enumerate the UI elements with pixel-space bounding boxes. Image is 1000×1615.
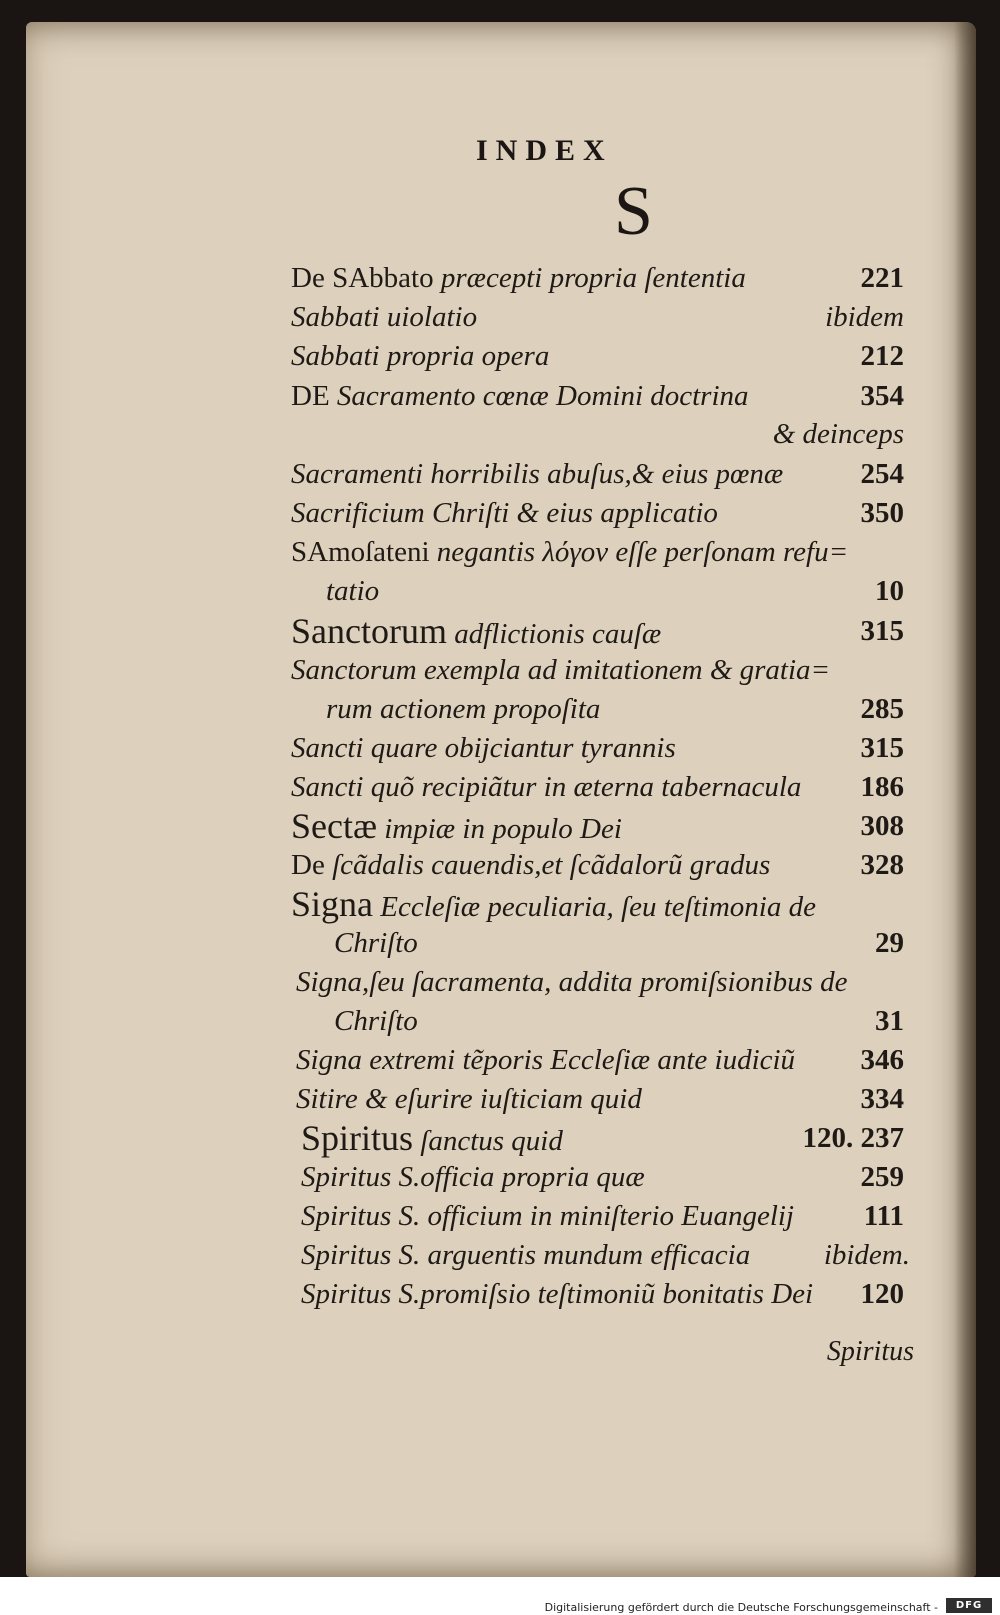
page-number: 111 — [863, 1200, 904, 1232]
page-number: 315 — [860, 615, 904, 647]
page-number: 308 — [860, 810, 904, 842]
index-entry: Sancti quare obijciantur tyrannis — [291, 732, 676, 764]
index-entry: Spiritus S. officium in miniſterio Euangelij — [301, 1200, 794, 1232]
page-number: 29 — [875, 927, 904, 959]
page-number: 31 — [875, 1005, 904, 1037]
catchword: Spiritus — [826, 1336, 914, 1367]
section-letter: S — [614, 173, 653, 250]
index-entry: Spiritus S. arguentis mundum efficacia — [301, 1239, 751, 1271]
page-number: 254 — [860, 458, 904, 490]
index-entry: Spiritus S.promiſsio teſtimoniũ bonitatis Dei — [301, 1278, 814, 1310]
page-number: 186 — [860, 771, 904, 803]
index-entry: Sabbati propria opera — [291, 340, 550, 372]
index-entry: Sancti quõ recipiãtur in æterna tabernacula — [291, 771, 802, 803]
index-entry: DE Sacramento cœnæ Domini doctrina — [291, 380, 749, 412]
index-entry: rum actionem propoſita — [326, 693, 601, 725]
page-number: 354 — [860, 380, 904, 412]
index-entry: Sacramenti horribilis abuſus,& eius pœnæ — [291, 458, 784, 490]
page-number: 285 — [860, 693, 904, 725]
index-entry: Sacrificium Chriſti & eius applicatio — [291, 497, 718, 529]
index-entry: De SAbbato præcepti propria ſententia — [291, 262, 746, 294]
page-number: 315 — [860, 732, 904, 764]
index-entry: Chriſto — [334, 1005, 418, 1037]
index-entry: Sanctorum exempla ad imitationem & gratia= — [291, 654, 831, 686]
index-entry: Sabbati uiolatio — [291, 301, 478, 333]
page-number: 120. 237 — [802, 1122, 904, 1154]
index-entry: Spiritus S.officia propria quæ — [301, 1161, 645, 1193]
dfg-logo: DFG — [946, 1598, 992, 1613]
index-entry: Signa Eccleſiæ peculiaria, ſeu teſtimonia de — [291, 884, 816, 924]
book-page — [26, 22, 976, 1577]
index-entry: Sanctorum adflictionis cauſæ — [291, 611, 662, 651]
page-number: 221 — [860, 262, 904, 294]
page-number: ibidem. — [823, 1239, 910, 1271]
index-entry: Chriſto — [334, 927, 418, 959]
page-number: 212 — [860, 340, 904, 372]
footer-credit: Digitalisierung gefördert durch die Deutsche Forschungsgemeinschaft - — [544, 1601, 938, 1614]
page-number: 120 — [860, 1278, 904, 1310]
index-entry: Sitire & eſurire iuſticiam quid — [296, 1083, 642, 1115]
index-entry: Signa extremi tẽporis Eccleſiæ ante iudiciũ — [296, 1044, 796, 1076]
page-number: 328 — [860, 849, 904, 881]
index-entry: SAmoſateni negantis λόγον eſſe perſonam refu= — [291, 536, 849, 568]
index-entry: Spiritus ſanctus quid — [301, 1118, 563, 1158]
page-gutter-shadow — [954, 22, 976, 1577]
page-number: 10 — [875, 575, 904, 607]
page-number: 346 — [860, 1044, 904, 1076]
page-number: ibidem — [825, 301, 904, 333]
page-number: 259 — [860, 1161, 904, 1193]
index-entry: De ſcãdalis cauendis,et ſcãdalorũ gradus — [291, 849, 771, 881]
page-header: INDEX — [476, 134, 613, 167]
page-number: & deinceps — [772, 418, 904, 450]
index-entry: tatio — [326, 575, 380, 607]
footer-bar — [0, 1577, 1000, 1615]
page-number: 350 — [860, 497, 904, 529]
index-entry: Signa,ſeu ſacramenta, addita promiſsionibus de — [296, 966, 848, 998]
page-number: 334 — [860, 1083, 904, 1115]
index-entry: Sectæ impiæ in populo Dei — [291, 806, 622, 846]
